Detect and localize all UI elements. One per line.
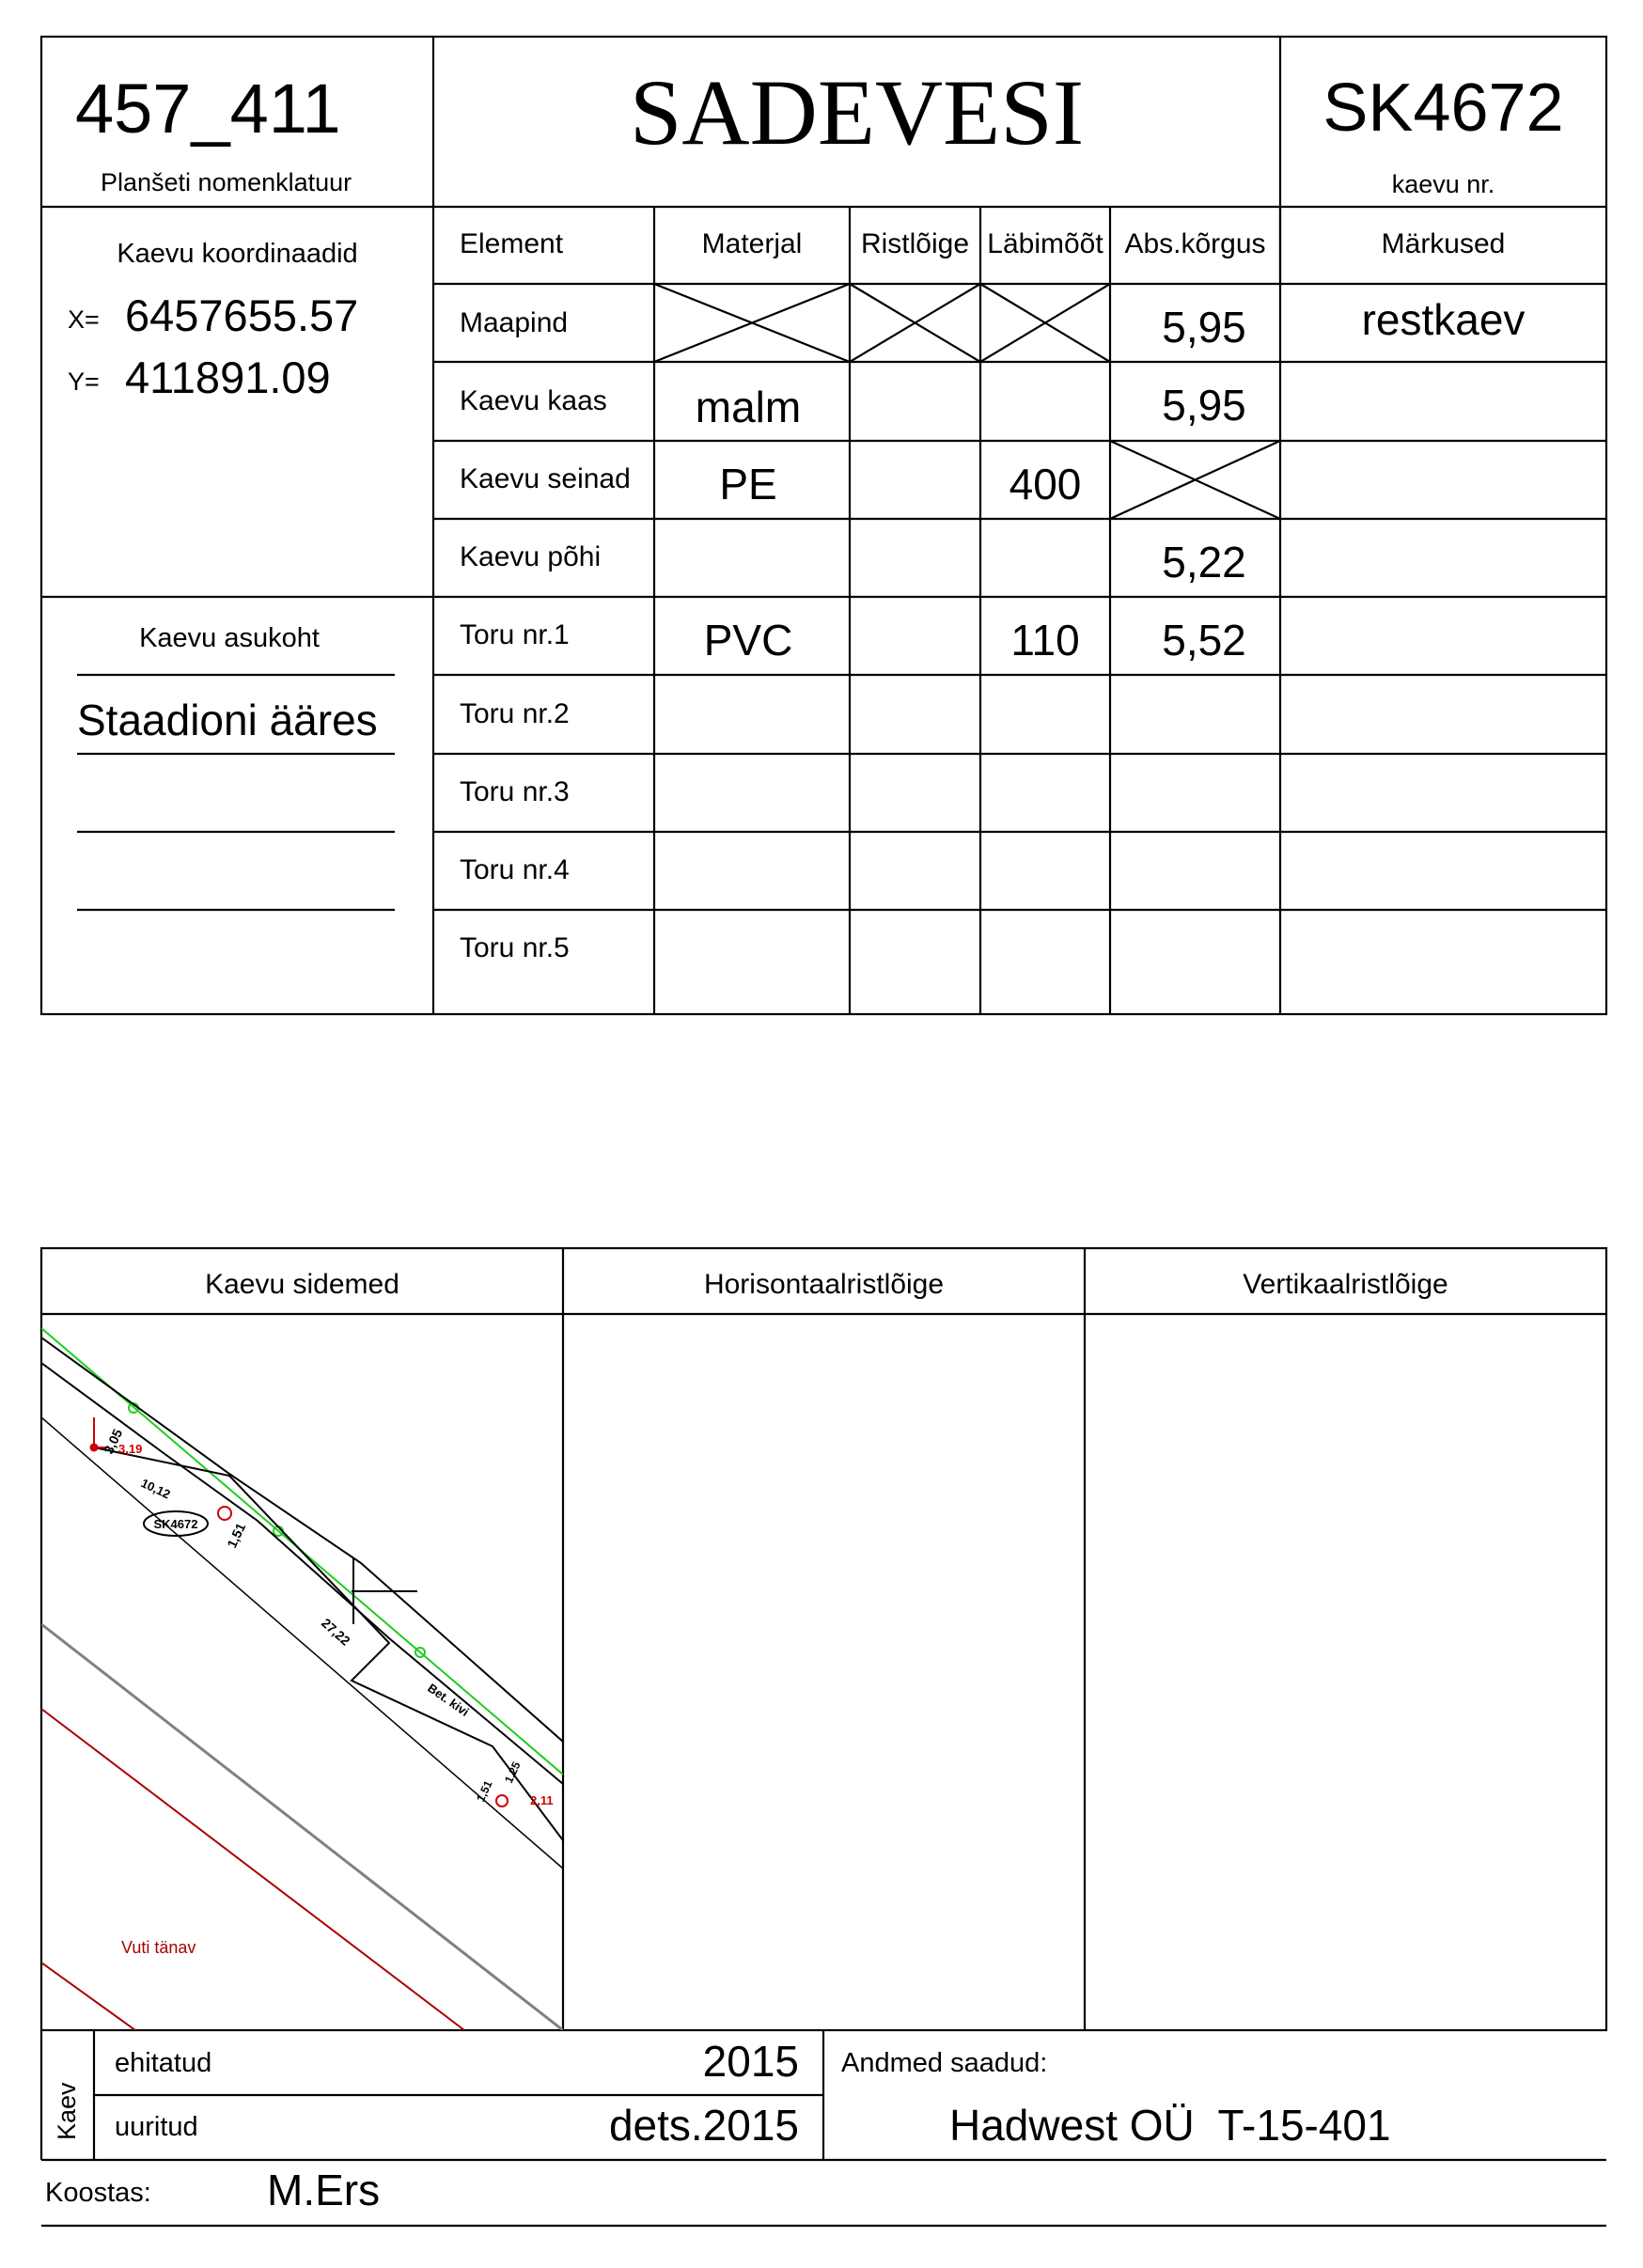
well-id-label: SK4672 (153, 1517, 198, 1531)
sheet-number-label: Planšeti nomenklatuur (101, 168, 352, 196)
data-source-value: Hadwest OÜ T-15-401 (949, 2101, 1391, 2150)
row-diameter: 400 (1009, 460, 1082, 508)
y-label: Y= (68, 368, 100, 396)
row-material: PE (719, 460, 777, 508)
survey-point (496, 1795, 508, 1807)
horizontal-section-label: Horisontaalristlõige (703, 1269, 945, 1300)
x-label: X= (68, 305, 100, 334)
row-elevation: 5,95 (1162, 303, 1246, 352)
surveyed-label: uuritud (115, 2112, 198, 2142)
row-notes: restkaev (1361, 295, 1526, 344)
vertical-section-label: Vertikaalristlõige (1243, 1269, 1448, 1300)
author-value: M.Ers (267, 2166, 381, 2214)
well-number: SK4672 (1322, 70, 1564, 146)
road-line (41, 1709, 464, 2030)
well-side-label: Kaev (53, 2082, 81, 2140)
street-name-label: Vuti tänav (121, 1938, 196, 1957)
sheet-number: 457_411 (75, 70, 341, 148)
row-material: malm (695, 383, 802, 431)
built-value: 2015 (702, 2037, 799, 2086)
location-label: Kaevu asukoht (139, 623, 320, 653)
elevation-label: 2,11 (530, 1793, 554, 1807)
row-element: Kaevu põhi (460, 541, 602, 572)
row-material: PVC (703, 616, 793, 665)
location-value: Staadioni ääres (77, 696, 378, 744)
surveyed-value: dets.2015 (608, 2101, 799, 2150)
row-diameter: 110 (1010, 616, 1080, 665)
dimension-label: 27,22 (318, 1615, 353, 1649)
row-element: Toru nr.1 (460, 619, 570, 650)
dimension-label: 1,51 (474, 1778, 495, 1805)
document-title: SADEVESI (629, 60, 1085, 164)
header-material: Materjal (701, 228, 803, 259)
dimension-label: 1,25 (502, 1760, 524, 1786)
dimension-label: 3,05 (101, 1426, 126, 1457)
road-edge (94, 1447, 563, 1840)
survey-point (90, 1444, 98, 1451)
header-elevation: Abs.kõrgus (1124, 228, 1266, 259)
header-cross-section: Ristlõige (860, 228, 970, 259)
row-element: Toru nr.2 (460, 698, 570, 729)
dimension-label: 10,12 (138, 1476, 173, 1502)
coordinates-label: Kaevu koordinaadid (117, 239, 358, 269)
row-element: Toru nr.3 (460, 776, 570, 807)
site-sketch-map (41, 1314, 563, 2030)
row-element: Toru nr.4 (460, 854, 570, 885)
header-notes: Märkused (1381, 228, 1506, 259)
header-element: Element (460, 228, 564, 259)
road-edge (41, 1363, 563, 1784)
dimension-label: 1,51 (224, 1520, 249, 1551)
row-element: Maapind (460, 307, 569, 338)
row-element: Kaevu seinad (460, 463, 631, 494)
x-coordinate: 6457655.57 (125, 290, 359, 340)
fence-line (41, 1624, 563, 2030)
built-label: ehitatud (115, 2048, 212, 2078)
row-elevation: 5,22 (1162, 538, 1246, 587)
y-coordinate: 411891.09 (125, 352, 331, 402)
elevation-label: 3,19 (118, 1442, 143, 1456)
ties-label: Kaevu sidemed (205, 1269, 399, 1300)
row-element: Toru nr.5 (460, 932, 570, 963)
material-label: Bet. kivi (425, 1681, 472, 1720)
well-marker (218, 1507, 231, 1520)
header-diameter: Läbimõõt (987, 228, 1103, 259)
author-label: Koostas: (45, 2178, 151, 2208)
well-number-label: kaevu nr. (1391, 170, 1495, 198)
data-source-label: Andmed saadud: (841, 2048, 1048, 2078)
row-element: Kaevu kaas (460, 385, 607, 416)
row-elevation: 5,52 (1162, 616, 1246, 665)
road-edge (41, 1337, 563, 1742)
road-line (41, 1963, 135, 2030)
row-elevation: 5,95 (1162, 381, 1246, 430)
